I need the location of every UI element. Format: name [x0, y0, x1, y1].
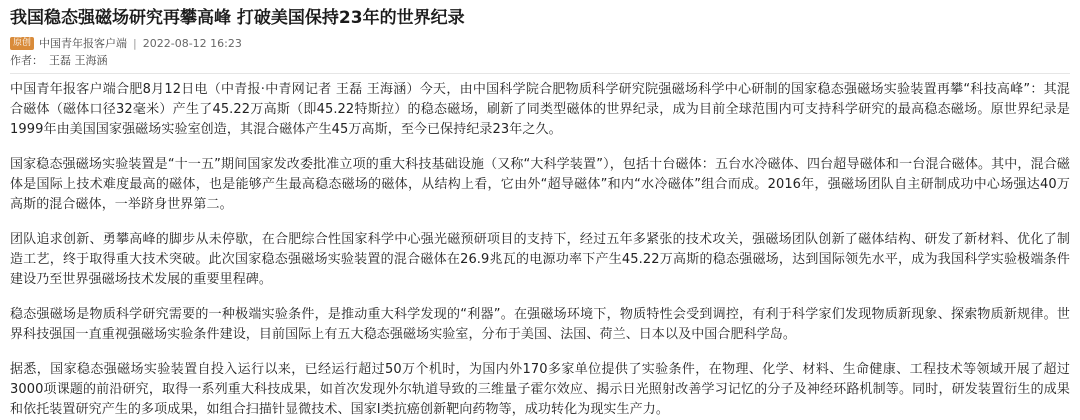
article-meta	[10, 34, 1070, 52]
source-link[interactable]: 中国青年报客户端	[39, 37, 128, 50]
original-badge: 原创	[10, 37, 34, 50]
article-title: 我国稳态强磁场研究再攀高峰 打破美国保持23年的世界纪录	[10, 8, 465, 28]
author-label: 作者：	[10, 54, 43, 67]
header-divider	[10, 73, 1070, 74]
paragraph-1: 中国青年报客户端合肥8月12日电（中青报·中青网记者 王磊 王海涵）今天，由中国科学院合肥物质科学研究院强磁场科学中心研制的国家稳态强磁场实验装置再攀“科技高峰”：其混合磁体（磁体口径32毫米）产生了45.22万高斯（即45.22特斯拉）的稳态磁场，刷新了同类型磁体的世界纪录，成为目前全球范围内可支持科学研究的最高稳态磁场。原世界纪录是1999年由美国国家强磁场实验室创造，其混合磁体产生45万高斯，至今已保持纪录23年之久。	[10, 82, 1070, 137]
author-names: 王磊 王海涵	[49, 54, 108, 67]
paragraph-2: 国家稳态强磁场实验装置是“十一五”期间国家发改委批准立项的重大科技基础设施（又称“大科学装置”），包括十台磁体：五台水冷磁体、四台超导磁体和一台混合磁体。其中，混合磁体是国际上技术难度最高的磁体，也是能够产生最高稳态磁场的磁体，从结构上看，它由外“超导磁体”和内“水冷磁体”组合而成。2016年，强磁场团队自主研制成功中心场强达40万高斯的混合磁体，一举跻身世界第二。	[10, 157, 1070, 212]
paragraph-5: 据悉，国家稳态强磁场实验装置自投入运行以来，已经运行超过50万个机时，为国内外170多家单位提供了实验条件，在物理、化学、材料、生命健康、工程技术等领域开展了超过3000项课题的前沿研究，取得一系列重大科技成果，如首次发现外尔轨道导致的三维量子霍尔效应、揭示日光照射改善学习记忆的分子及神经环路机制等。同时，研发装置衍生的成果和依托装置研究产生的多项成果，如组合扫描针显微技术、国家Ⅰ类抗癌创新靶向药物等，成功转化为现实生产力。	[10, 362, 1070, 417]
publish-timestamp: 2022-08-12 16:23	[142, 36, 242, 50]
article-body	[10, 80, 1070, 420]
paragraph-4: 稳态强磁场是物质科学研究需要的一种极端实验条件，是推动重大科学发现的“利器”。在强磁场环境下，物质特性会受到调控，有利于科学家们发现物质新现象、探索物质新规律。世界科技强国一直重视强磁场实验条件建设，目前国际上有五大稳态强磁场实验室，分布于美国、法国、荷兰、日本以及中国合肥科学岛。	[10, 307, 1070, 342]
meta-separator: |	[133, 36, 137, 50]
paragraph-3: 团队追求创新、勇攀高峰的脚步从未停歇，在合肥综合性国家科学中心强光磁预研项目的支持下，经过五年多紧张的技术攻关，强磁场团队创新了磁体结构、研发了新材料、优化了制造工艺，终于取得重大技术突破。此次国家稳态强磁场实验装置的混合磁体在26.9兆瓦的电源功率下产生45.22万高斯的稳态强磁场，达到国际领先水平，成为我国科学实验极端条件建设乃至世界强磁场技术发展的重要里程碑。	[10, 232, 1070, 287]
author-line	[10, 53, 1070, 69]
